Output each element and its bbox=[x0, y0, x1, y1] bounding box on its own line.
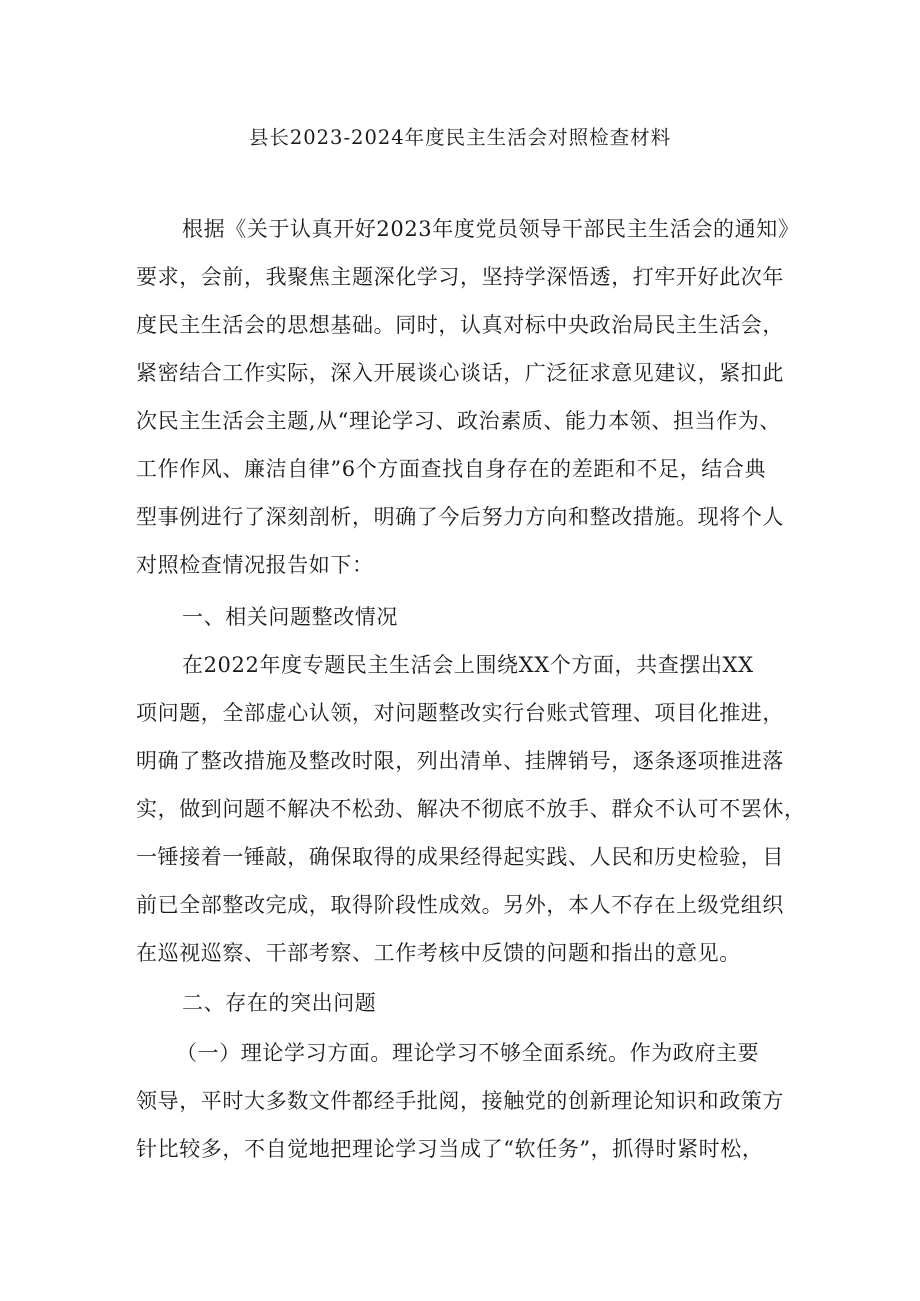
paragraph-2-line-5: 一锤接着一锤敲，确保取得的成果经得起实践、人民和历史检验，目 bbox=[136, 845, 784, 869]
paragraph-1-line-7: 型事例进行了深刻剖析，明确了今后努力方向和整改措施。现将个人 bbox=[136, 505, 784, 529]
paragraph-1-line-3: 度民主生活会的思想基础。同时，认真对标中央政治局民主生活会， bbox=[136, 313, 784, 337]
paragraph-1-line-5: 次民主生活会主题,从“理论学习、政治素质、能力本领、担当作为、 bbox=[136, 409, 782, 433]
section-heading-2: 二、存在的突出问题 bbox=[182, 991, 377, 1015]
paragraph-1-line-8: 对照检查情况报告如下： bbox=[136, 553, 374, 577]
paragraph-1-line-1: 根据《关于认真开好2023年度党员领导干部民主生活会的通知》 bbox=[182, 217, 800, 241]
paragraph-2-line-1: 在2022年度专题民主生活会上围绕XX个方面，共查摆出XX bbox=[182, 653, 754, 677]
document-title: 县长2023-2024年度民主生活会对照检查材料 bbox=[248, 126, 672, 149]
paragraph-2-line-3: 明确了整改措施及整改时限，列出清单、挂牌销号，逐条逐项推进落 bbox=[136, 749, 784, 773]
paragraph-2-line-6: 前已全部整改完成，取得阶段性成效。另外，本人不存在上级党组织 bbox=[136, 893, 784, 917]
paragraph-3-line-3: 针比较多，不自觉地把理论学习当成了“软任务”，抓得时紧时松， bbox=[136, 1137, 764, 1161]
paragraph-2-line-4: 实，做到问题不解决不松劲、解决不彻底不放手、群众不认可不罢休， bbox=[136, 797, 806, 821]
paragraph-1-line-2: 要求，会前，我聚焦主题深化学习，坚持学深悟透，打牢开好此次年 bbox=[136, 265, 784, 289]
paragraph-1-line-6: 工作作风、廉洁自律”6个方面查找自身存在的差距和不足，结合典 bbox=[136, 457, 767, 481]
paragraph-2-line-7: 在巡视巡察、干部考察、工作考核中反馈的问题和指出的意见。 bbox=[136, 941, 741, 965]
paragraph-3-line-1: （一）理论学习方面。理论学习不够全面系统。作为政府主要 bbox=[176, 1041, 760, 1065]
paragraph-1-line-4: 紧密结合工作实际，深入开展谈心谈话，广泛征求意见建议，紧扣此 bbox=[136, 361, 784, 385]
paragraph-2-line-2: 项问题，全部虚心认领，对问题整改实行台账式管理、项目化推进， bbox=[136, 701, 784, 725]
paragraph-3-line-2: 领导，平时大多数文件都经手批阅，接触党的创新理论知识和政策方 bbox=[136, 1089, 784, 1113]
section-heading-1: 一、相关问题整改情况 bbox=[182, 605, 398, 629]
